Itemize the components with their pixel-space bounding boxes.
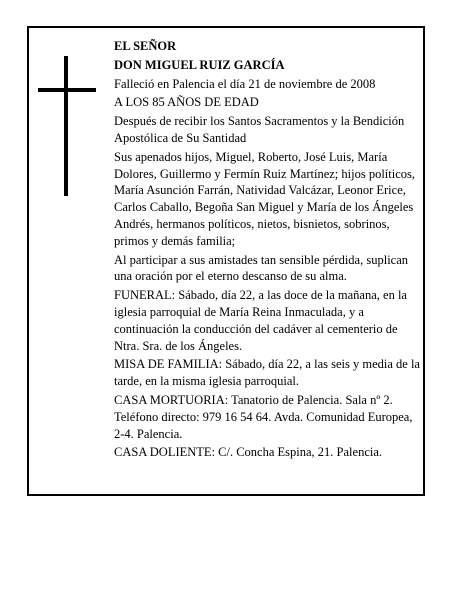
home-paragraph: CASA DOLIENTE: C/. Concha Espina, 21. Palencia. — [114, 445, 383, 460]
cross-horizontal-bar — [38, 88, 96, 92]
request-paragraph: Al participar a sus amistades tan sensible pérdida, suplican una oración por el eterno descanso de su alma. — [114, 252, 409, 284]
family-paragraph: Sus apenados hijos, Miguel, Roberto, José Luis, María Dolores, Guillermo y Fermín Ruiz Martínez; hijos políticos, María Asunción Farrán, Natividad Valcázar, Leonor Erice, Carlos Caballo, Begoña San Miguel y María de los Ángeles Andrés, hermanos políticos, nietos, bisnietos, sobrinos, primos y demás familia; — [114, 149, 416, 248]
deceased-name: DON MIGUEL RUIZ GARCÍA — [114, 57, 285, 72]
family-mass-paragraph: MISA DE FAMILIA: Sábado, día 22, a las seis y media de la tarde, en la misma iglesia parroquial. — [114, 357, 420, 389]
funeral-paragraph: FUNERAL: Sábado, día 22, a las doce de la mañana, en la iglesia parroquial de María Reina Inmaculada, y a continuación la conducción del cadáver al cementerio de Ntra. Sra. de los Ángeles. — [114, 288, 407, 353]
cross-vertical-bar — [64, 56, 68, 196]
age-line: A LOS 85 AÑOS DE EDAD — [114, 95, 259, 110]
funeral-home-paragraph: CASA MORTUORIA: Tanatorio de Palencia. Sala nº 2. Teléfono directo: 979 16 54 64. Avda. Comunidad Europea, 2-4. Palencia. — [114, 392, 413, 441]
title-line-1: EL SEÑOR — [114, 39, 177, 53]
death-line: Falleció en Palencia el día 21 de noviembre de 2008 — [114, 76, 376, 91]
sacraments-paragraph: Después de recibir los Santos Sacramentos y la Bendición Apostólica de Su Santidad — [114, 114, 405, 145]
obituary-text — [114, 38, 422, 463]
